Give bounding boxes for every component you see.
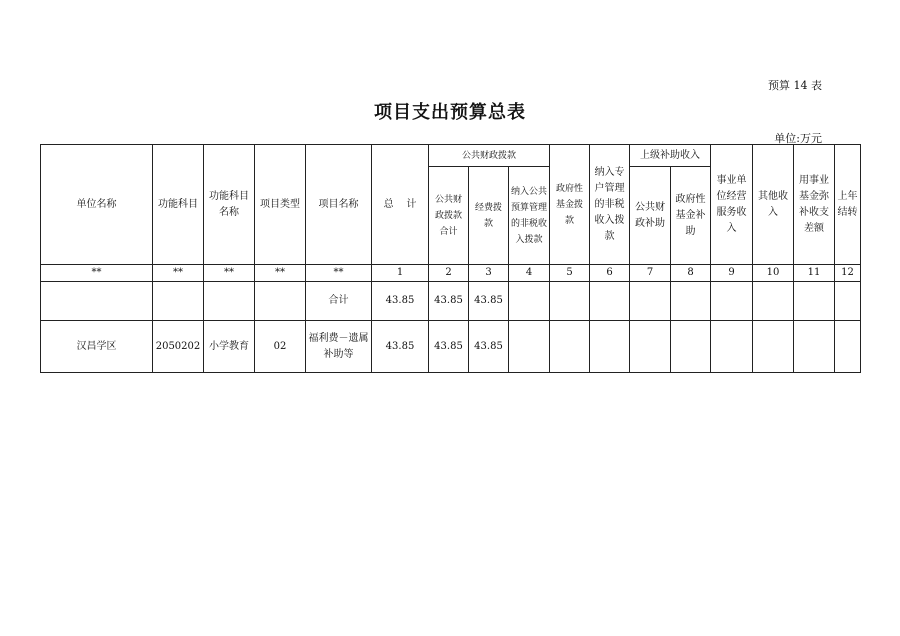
index-cell: 1 xyxy=(372,265,429,282)
col-func-subject: 功能科目 xyxy=(153,145,204,265)
index-cell: 9 xyxy=(711,265,753,282)
cell-func-subject: 2050202 xyxy=(153,321,204,373)
cell-total: 43.85 xyxy=(372,321,429,373)
col-public-budget-nontax: 纳入公共预算管理的非税收入拨款 xyxy=(509,167,550,265)
col-carryover: 上年结转 xyxy=(835,145,861,265)
index-cell: ** xyxy=(41,265,153,282)
cell-func-subject-name: 小学教育 xyxy=(204,321,255,373)
cell-public-finance: 43.85 xyxy=(429,321,469,373)
index-row xyxy=(41,265,861,282)
total-operating-funds: 43.85 xyxy=(469,282,509,321)
col-gov-fund-subsidy: 政府性基金补助 xyxy=(671,167,711,265)
table-number: 预算 14 表 xyxy=(768,79,822,92)
index-cell: 3 xyxy=(469,265,509,282)
index-cell: 5 xyxy=(550,265,590,282)
col-other-income: 其他收入 xyxy=(753,145,794,265)
total-label: 合计 xyxy=(306,282,372,321)
col-group-superior-subsidy: 上级补助收入 xyxy=(630,145,711,167)
cell-project-type: 02 xyxy=(255,321,306,373)
index-cell: 10 xyxy=(753,265,794,282)
total-amount: 43.85 xyxy=(372,282,429,321)
unit-label: 单位:万元 xyxy=(774,132,822,145)
col-operating-funds: 经费拨款 xyxy=(469,167,509,265)
page-title: 项目支出预算总表 xyxy=(374,102,526,123)
col-reserve-fund: 用事业基金弥补收支差额 xyxy=(794,145,835,265)
total-public-finance: 43.85 xyxy=(429,282,469,321)
index-cell: 6 xyxy=(590,265,630,282)
col-func-subject-name: 功能科目名称 xyxy=(204,145,255,265)
col-business-income: 事业单位经营服务收入 xyxy=(711,145,753,265)
index-cell: 8 xyxy=(671,265,711,282)
col-special-nontax: 纳入专户管理的非税收入拨款 xyxy=(590,145,630,265)
index-cell: 4 xyxy=(509,265,550,282)
total-row xyxy=(41,282,861,321)
col-public-finance-total: 公共财政拨款合计 xyxy=(429,167,469,265)
cell-unit-name: 汉昌学区 xyxy=(41,321,153,373)
index-cell: ** xyxy=(255,265,306,282)
index-cell: 2 xyxy=(429,265,469,282)
index-cell: ** xyxy=(204,265,255,282)
index-cell: ** xyxy=(306,265,372,282)
index-cell: 7 xyxy=(630,265,671,282)
cell-project-name: 福利费－遗属补助等 xyxy=(306,321,372,373)
index-cell: ** xyxy=(153,265,204,282)
budget-table xyxy=(40,144,861,373)
col-project-name: 项目名称 xyxy=(306,145,372,265)
index-cell: 12 xyxy=(835,265,861,282)
col-public-finance-subsidy: 公共财政补助 xyxy=(630,167,671,265)
table-row xyxy=(41,321,861,373)
col-project-type: 项目类型 xyxy=(255,145,306,265)
index-cell: 11 xyxy=(794,265,835,282)
col-group-public-finance: 公共财政拨款 xyxy=(429,145,550,167)
cell-operating-funds: 43.85 xyxy=(469,321,509,373)
col-total: 总 计 xyxy=(372,145,429,265)
col-unit-name: 单位名称 xyxy=(41,145,153,265)
col-gov-fund: 政府性基金拨款 xyxy=(550,145,590,265)
